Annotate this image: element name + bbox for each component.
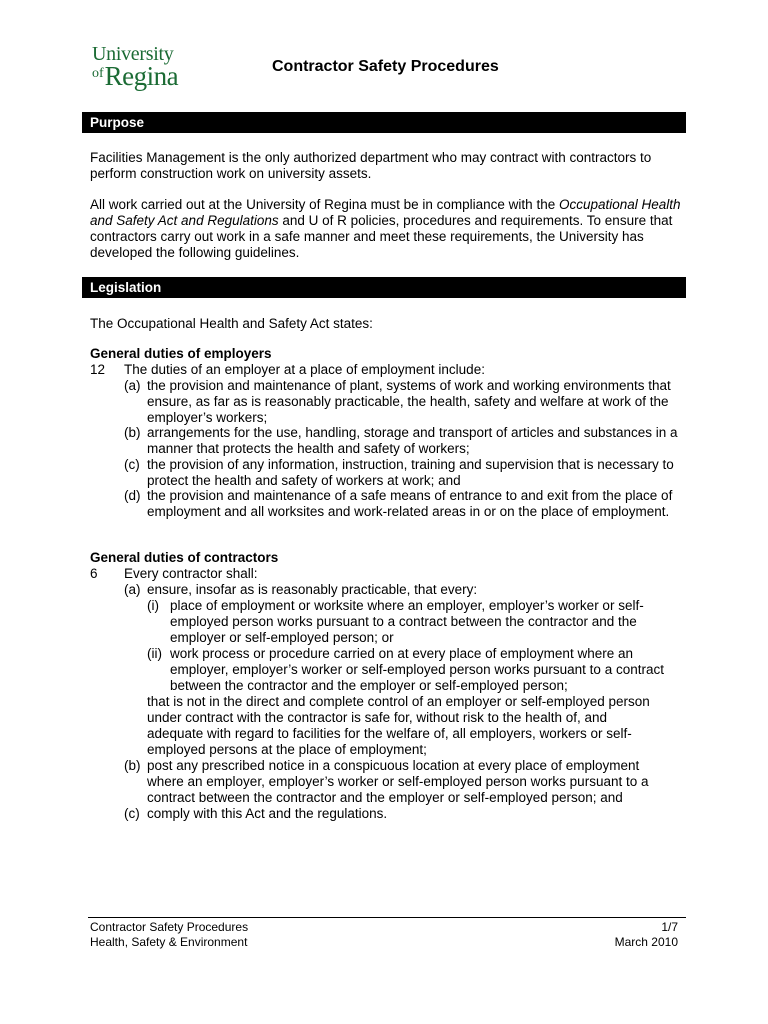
footer-document-name: Contractor Safety Procedures (90, 920, 249, 934)
contractors-sub-ii-text: work process or procedure carried on at every place of employment where an employer, employer’s worker or self-employed person works pursuant to a contract between the contractor and the employer or self-employed person; (170, 646, 664, 693)
contractors-sub-i-label: (i) (147, 598, 159, 613)
employers-item-c-text: the provision of any information, instruction, training and supervision that is necessary to protect the health and safety of workers at work; and (147, 457, 674, 488)
logo-regina-text: Regina (104, 61, 179, 91)
section-number-12: 12 (90, 362, 106, 377)
employers-section-text: The duties of an employer at a place of employment include: (124, 362, 485, 377)
purpose-paragraph-2-end: and U of R policies, procedures and requirements. To ensure that contractors carry out work in a safe manner and meet these requirements, the University has developed the following guidelines. (90, 213, 673, 260)
contractors-item-a-label: (a) (124, 582, 141, 597)
contractors-item-b-text: post any prescribed notice in a conspicuous location at every place of employment where an employer, employer’s worker or self-employed person works pursuant to a contract between the contractor and the employer or self-employed person; and (147, 758, 649, 805)
logo-of-text: of (92, 66, 104, 81)
purpose-paragraph-2 (90, 197, 690, 261)
footer-date: March 2010 (614, 935, 678, 949)
employers-item-c-label: (c) (124, 457, 140, 472)
contractors-item-b-label: (b) (124, 758, 141, 773)
contractors-continuation: that is not in the direct and complete control of an employer or self-employed person under contract with the contractor is safe for, without risk to the health of, and adequate with regard to facilities for the welfare of, all employers, workers or self-employed persons at the place of employment; (147, 694, 650, 757)
contractors-item-a-text: ensure, insofar as is reasonably practicable, that every: (147, 582, 478, 597)
purpose-paragraph-1: Facilities Management is the only authorized department who may contract with contractors to perform construction work on university assets. (90, 150, 652, 181)
employers-item-b-text: arrangements for the use, handling, storage and transport of articles and substances in a manner that protects the health and safety of workers; (147, 425, 678, 456)
section-number-6: 6 (90, 566, 98, 581)
logo-university-text: University (92, 43, 174, 65)
purpose-paragraph-2-start: All work carried out at the University of Regina must be in compliance with the (90, 197, 559, 212)
university-logo (92, 44, 178, 90)
legislation-heading-bar: Legislation (82, 277, 686, 298)
employers-item-b-label: (b) (124, 425, 141, 440)
contractors-sub-ii-label: (ii) (147, 646, 162, 661)
footer-department: Health, Safety & Environment (90, 935, 248, 949)
contractors-sub-i-text: place of employment or worksite where an employer, employer’s worker or self-employed person works pursuant to a contract between the contractor and the employer or self-employed person; or (170, 598, 644, 645)
footer-page-number: 1/7 (661, 920, 678, 934)
contractors-section-text: Every contractor shall: (124, 566, 258, 581)
employers-item-a-label: (a) (124, 378, 141, 393)
footer-divider (88, 917, 686, 918)
logo-regina-line (92, 63, 178, 90)
employers-item-d-text: the provision and maintenance of a safe means of entrance to and exit from the place of employment and all worksites and work-related areas in or on the place of employment. (147, 488, 673, 519)
contractors-item-c-text: comply with this Act and the regulations. (147, 806, 388, 821)
contractors-item-c-label: (c) (124, 806, 140, 821)
document-title: Contractor Safety Procedures (272, 58, 499, 75)
purpose-heading-bar: Purpose (82, 112, 686, 133)
employers-heading: General duties of employers (90, 346, 272, 361)
act-title-italic: Occupational Health and Safety Act and Regulations (90, 197, 681, 228)
employers-item-d-label: (d) (124, 488, 141, 503)
employers-item-a-text: the provision and maintenance of plant, systems of work and working environments that ensure, as far as is reasonably practicable, the health, safety and welfare at work of the employer’s workers; (147, 378, 671, 425)
contractors-heading: General duties of contractors (90, 550, 279, 565)
legislation-intro: The Occupational Health and Safety Act states: (90, 316, 373, 331)
